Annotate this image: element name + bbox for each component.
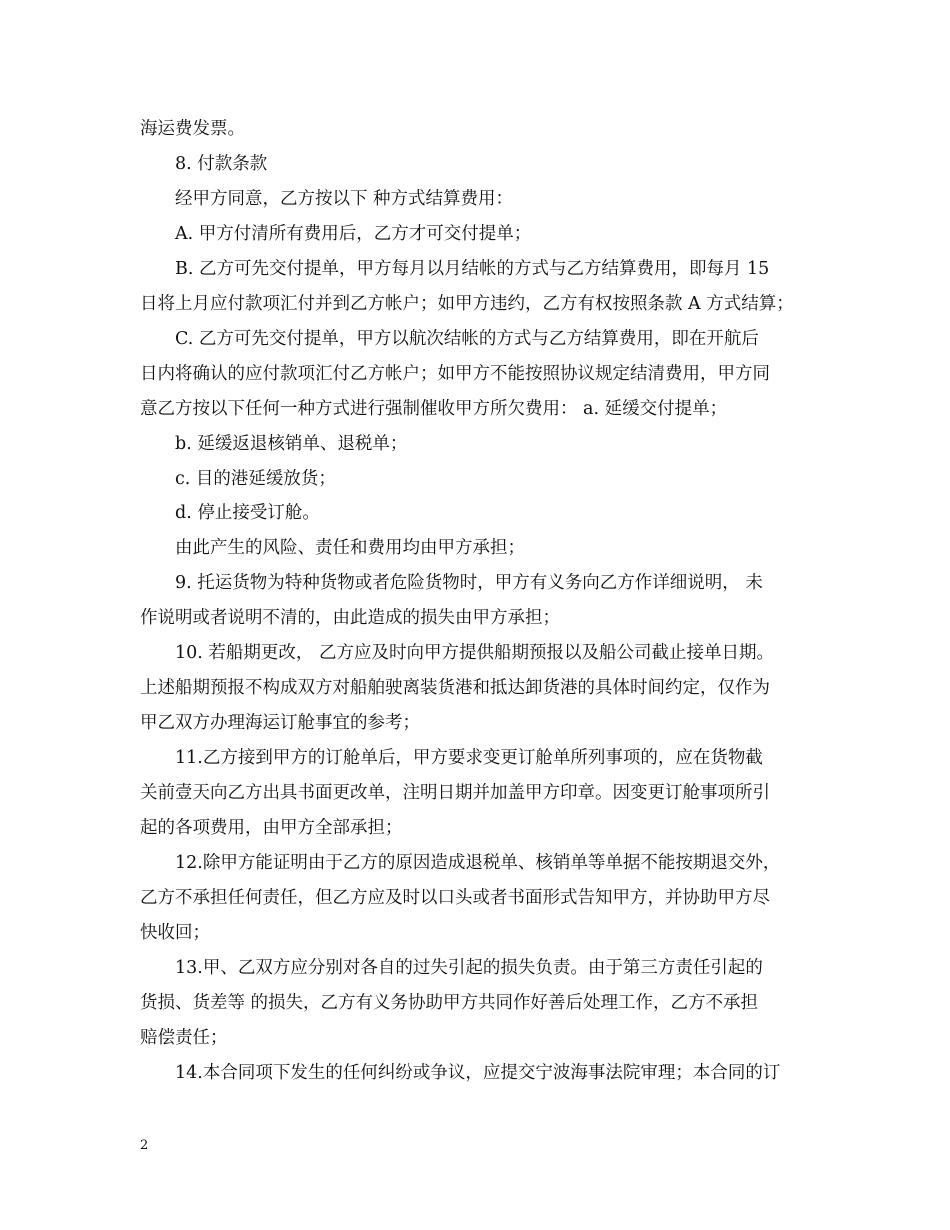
text-line: 13.甲、乙双方应分别对各自的过失引起的损失负责。由于第三方责任引起的	[175, 958, 763, 978]
text-line: 由此产生的风险、责任和费用均由甲方承担；	[175, 538, 525, 558]
text-line: 日内将确认的应付款项汇付乙方帐户；如甲方不能按照协议规定结清费用，甲方同	[140, 364, 770, 384]
text-line: d. 停止接受订舱。	[175, 503, 320, 523]
section-heading: 8. 付款条款	[175, 154, 268, 174]
text-line: 上述船期预报不构成双方对船舶驶离装货港和抵达卸货港的具体时间约定，仅作为	[140, 678, 770, 698]
text-line: 作说明或者说明不清的，由此造成的损失由甲方承担；	[140, 608, 560, 628]
text-line: 经甲方同意，乙方按以下 种方式结算费用：	[175, 189, 514, 209]
text-line: 9. 托运货物为特种货物或者危险货物时，甲方有义务向乙方作详细说明， 未	[175, 573, 763, 593]
page-number: 2	[140, 1138, 149, 1153]
text-line: 海运费发票。	[140, 119, 245, 139]
text-line: c. 目的港延缓放货；	[175, 469, 336, 489]
text-line: 赔偿责任；	[140, 1028, 228, 1048]
text-line: 日将上月应付款项汇付并到乙方帐户；如甲方违约，乙方有权按照条款 A 方式结算；	[140, 294, 794, 314]
text-line: 货损、货差等 的损失，乙方有义务协助甲方共同作好善后处理工作，乙方不承担	[140, 993, 759, 1013]
text-line: A. 甲方付清所有费用后，乙方才可交付提单；	[175, 224, 532, 244]
text-line: b. 延缓返退核销单、退税单；	[175, 434, 408, 454]
text-line: C. 乙方可先交付提单，甲方以航次结帐的方式与乙方结算费用，即在开航后	[175, 329, 759, 349]
text-line: 11.乙方接到甲方的订舱单后，甲方要求变更订舱单所列事项的，应在货物截	[175, 748, 763, 768]
text-line: 起的各项费用，由甲方全部承担；	[140, 818, 403, 838]
text-line: 14.本合同项下发生的任何纠纷或争议，应提交宁波海事法院审理；本合同的订	[175, 1063, 781, 1083]
text-line: 乙方不承担任何责任，但乙方应及时以口头或者书面形式告知甲方，并协助甲方尽	[140, 888, 770, 908]
text-line: 快收回；	[140, 923, 210, 943]
text-line: 甲乙双方办理海运订舱事宜的参考；	[140, 713, 420, 733]
text-line: 12.除甲方能证明由于乙方的原因造成退税单、核销单等单据不能按期退交外，	[175, 853, 781, 873]
text-line: 意乙方按以下任何一种方式进行强制催收甲方所欠费用： a. 延缓交付提单；	[140, 399, 728, 419]
text-line: 关前壹天向乙方出具书面更改单，注明日期并加盖甲方印章。因变更订舱事项所引	[140, 783, 770, 803]
text-line: B. 乙方可先交付提单，甲方每月以月结帐的方式与乙方结算费用，即每月 15	[175, 259, 770, 279]
text-line: 10. 若船期更改， 乙方应及时向甲方提供船期预报以及船公司截止接单日期。	[175, 643, 774, 663]
